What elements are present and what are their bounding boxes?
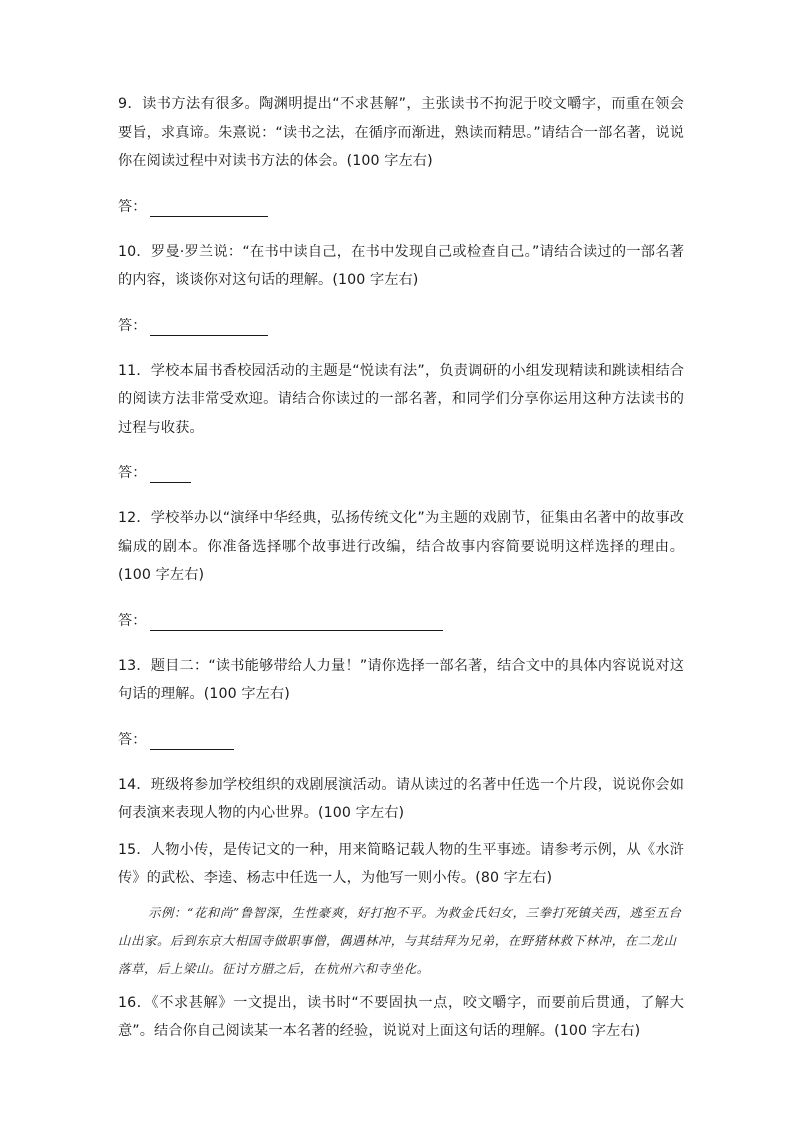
question-15: 15．人物小传，是传记文的一种，用来简略记载人物的生平事迹。请参考示例，从《水浒传》的武松、李逵、杨志中任选一人，为他写一则小传。(80 字左右) — [118, 841, 684, 886]
question-13: 13．题目二：“读书能够带给人力量！”请你选择一部名著，结合文中的具体内容说说对这句话的理解。(100 字左右) — [118, 657, 684, 702]
answer-line-10 — [118, 316, 684, 336]
answer-line-12 — [118, 611, 684, 631]
question-16: 16．《不求甚解》一文提出，读书时“不要固执一点，咬文嚼字，而要前后贯通，了解大意”。结合你自己阅读某一本名著的经验，说说对上面这句话的理解。(100 字左右) — [118, 994, 684, 1039]
answer-blank[interactable] — [150, 732, 234, 750]
question-12: 12．学校举办以“演绎中华经典，弘扬传统文化”为主题的戏剧节，征集由名著中的故事改编成的剧本。你准备选择哪个故事进行改编，结合故事内容简要说明这样选择的理由。(100 字左右) — [118, 510, 684, 583]
answer-blank[interactable] — [150, 318, 268, 336]
example-text: 示例：“花和尚”鲁智深，生性豪爽，好打抱不平。为救金氏妇女，三拳打死镇关西，逃至五台山出家。后到东京大相国寺做职事僧，偶遇林冲，与其结拜为兄弟，在野猪林救下林冲，在二龙山落草，后上梁山。征讨方腊之后，在杭州六和寺坐化。 — [118, 904, 682, 976]
answer-line-11 — [118, 463, 684, 483]
document-page — [118, 90, 684, 1046]
question-10: 10．罗曼·罗兰说：“在书中读自己，在书中发现自己或检查自己。”请结合读过的一部名著的内容，谈谈你对这句话的理解。(100 字左右) — [118, 243, 684, 288]
question-9: 9．读书方法有很多。陶渊明提出“不求甚解”，主张读书不拘泥于咬文嚼字，而重在领会要旨，求真谛。朱熹说：“读书之法，在循序而渐进，熟读而精思。”请结合一部名著，说说你在阅读过程中对读书方法的体会。(100 字左右) — [118, 96, 684, 169]
answer-label: 答： — [118, 317, 147, 334]
answer-label: 答： — [118, 465, 147, 481]
question-11: 11．学校本届书香校园活动的主题是“悦读有法”，负责调研的小组发现精读和跳读相结合的阅读方法非常受欢迎。请结合你读过的一部名著，和同学们分享你运用这种方法读书的过程与收获。 — [118, 362, 684, 436]
answer-line-13 — [118, 730, 684, 750]
answer-label: 答： — [118, 731, 147, 748]
answer-line-9 — [118, 197, 684, 217]
answer-label: 答： — [118, 198, 147, 215]
answer-blank[interactable] — [150, 613, 443, 631]
answer-label: 答： — [118, 612, 147, 629]
question-14: 14．班级将参加学校组织的戏剧展演活动。请从读过的名著中任选一个片段，说说你会如何表演来表现人物的内心世界。(100 字左右) — [118, 776, 684, 821]
answer-blank[interactable] — [150, 465, 191, 483]
answer-blank[interactable] — [150, 199, 268, 217]
